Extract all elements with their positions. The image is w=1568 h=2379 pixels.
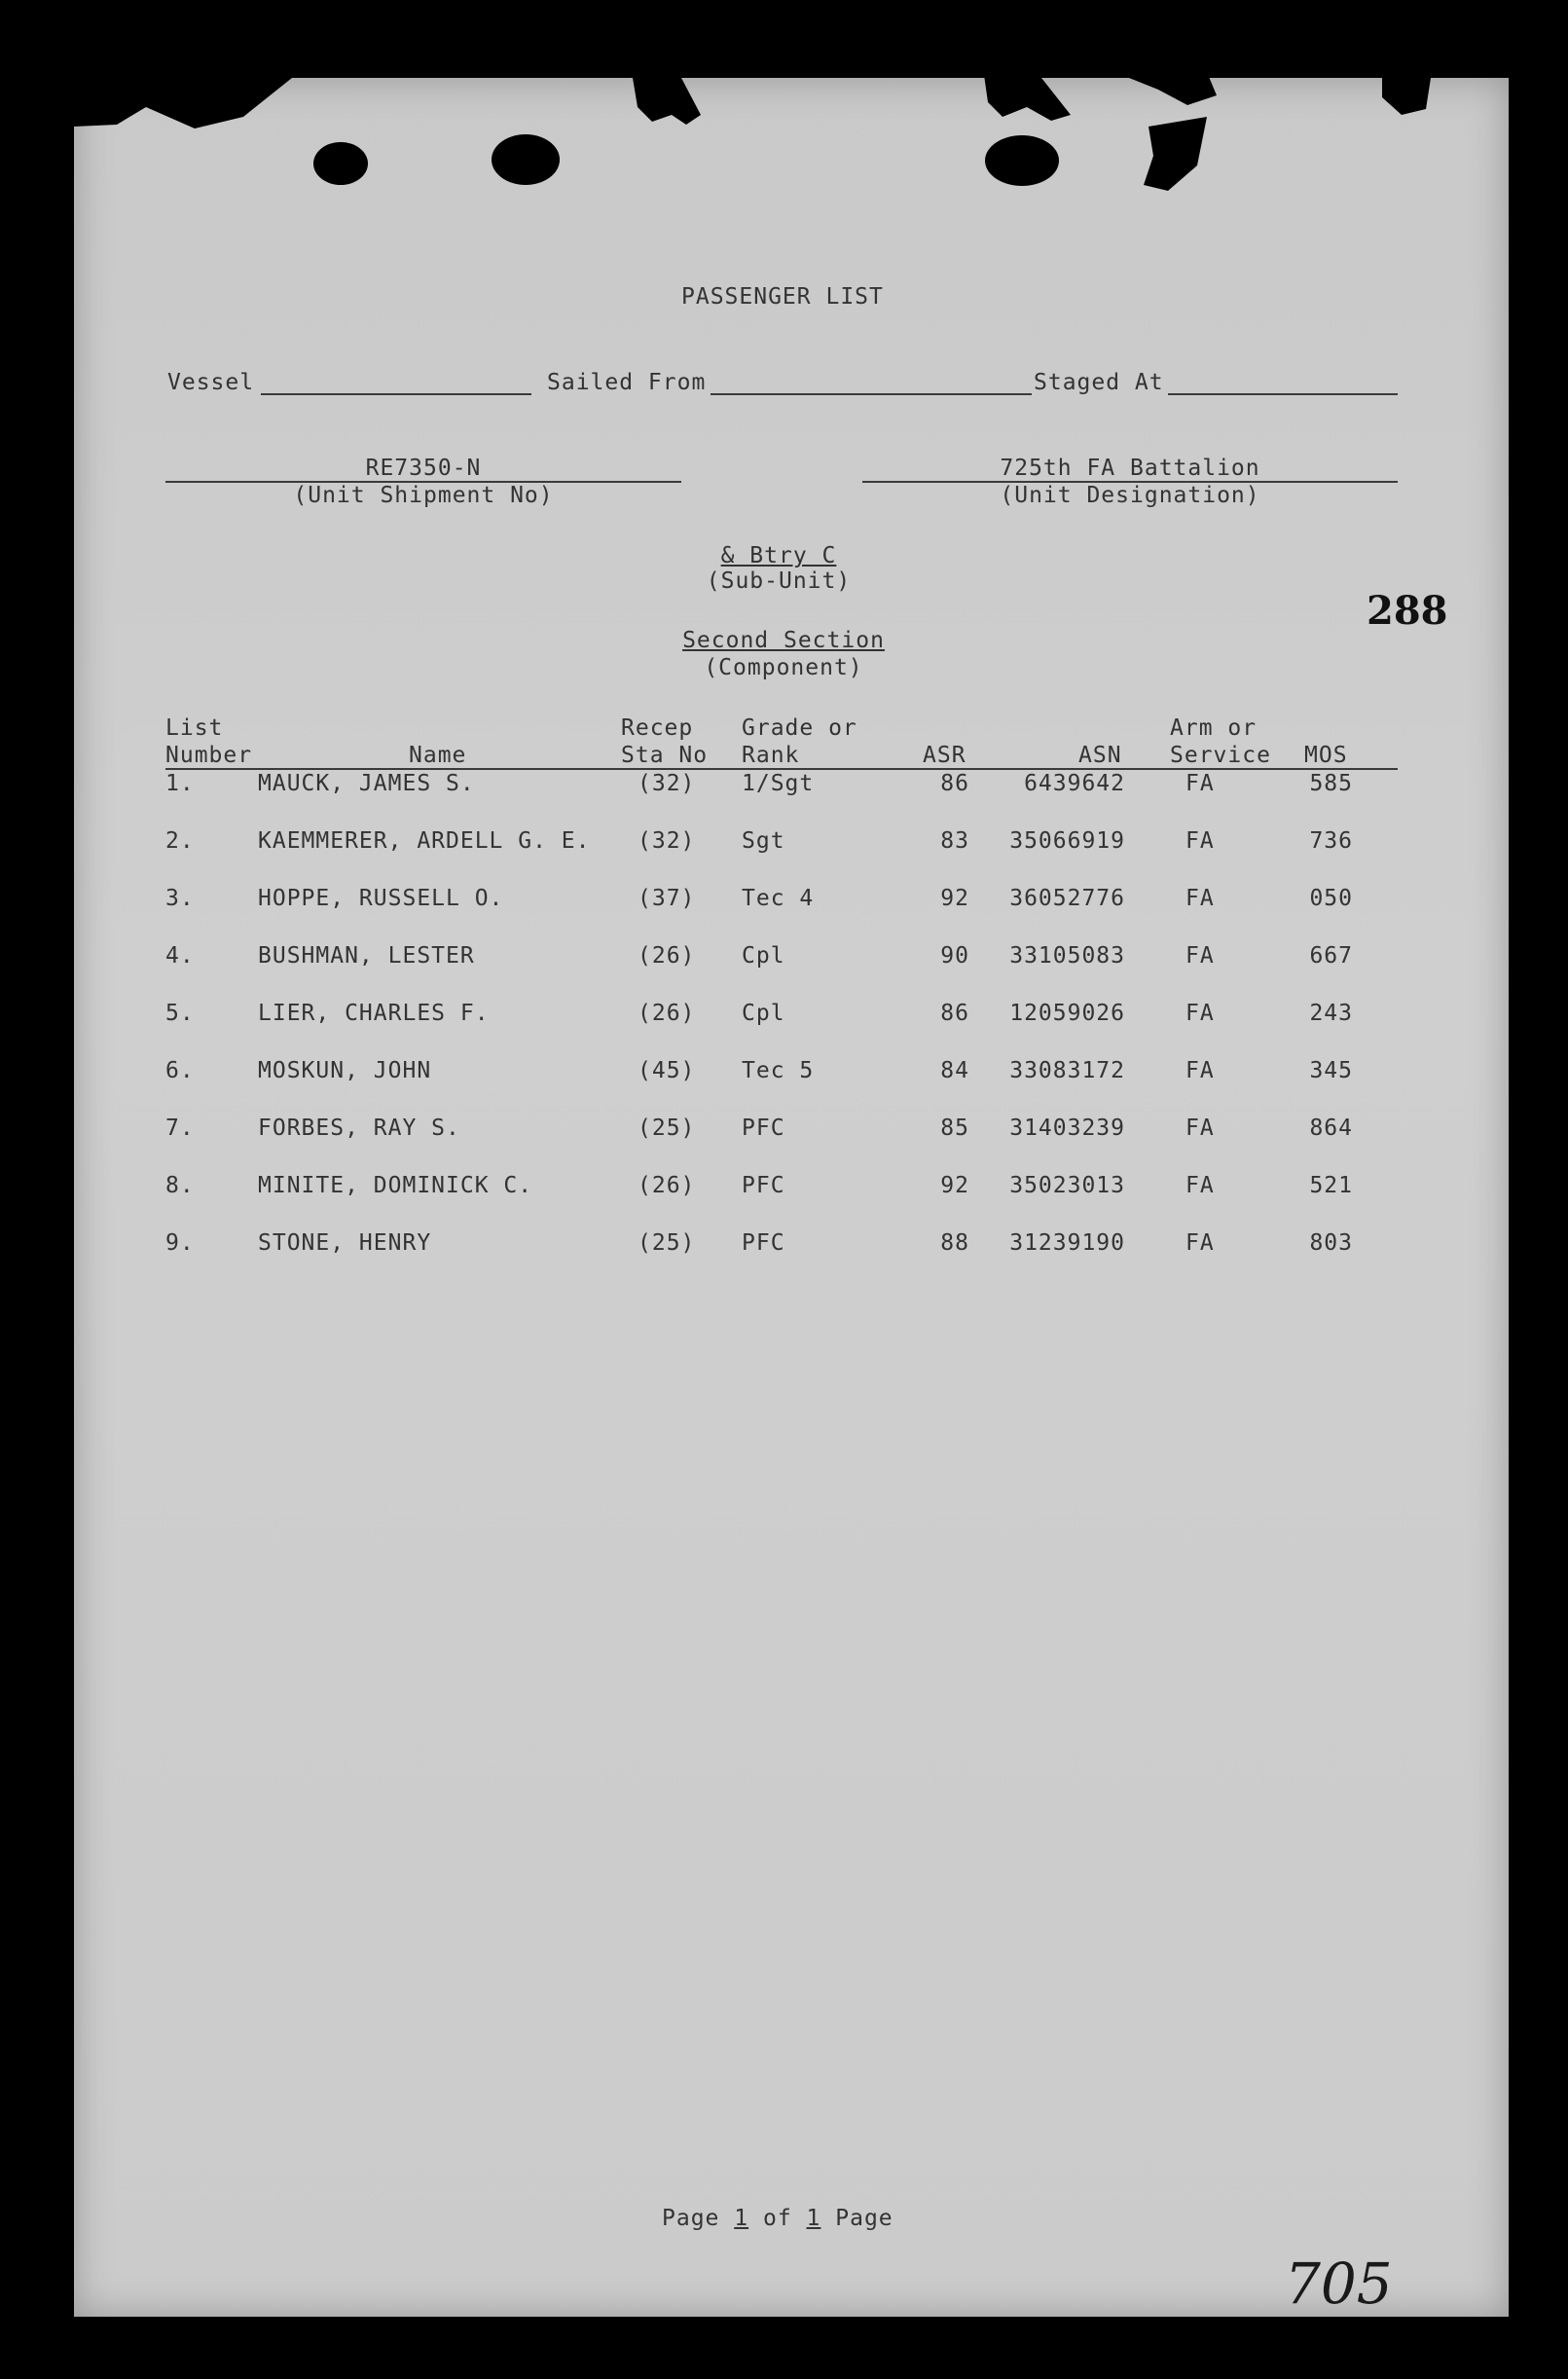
col-sta-no: Sta No [621, 743, 709, 768]
cell-asn: 12059026 [1009, 1001, 1125, 1026]
cell-grade: PFC [742, 1173, 785, 1198]
cell-num: 6. [165, 1058, 195, 1083]
cell-grade: Cpl [742, 1001, 785, 1026]
cell-grade: PFC [742, 1116, 785, 1141]
page-total: 1 [806, 2206, 821, 2231]
sub-unit-value: & Btry C [720, 543, 837, 568]
cell-arm: FA [1185, 771, 1215, 796]
sailed-from-label: Sailed From [547, 370, 707, 395]
cell-mos: 864 [1309, 1116, 1353, 1141]
cell-asn: 36052776 [1009, 886, 1125, 911]
sailed-from-field [711, 393, 1032, 395]
cell-grade: PFC [742, 1230, 785, 1256]
cell-name: MOSKUN, JOHN [258, 1058, 432, 1083]
stamp-number: 288 [1367, 588, 1448, 634]
cell-num: 5. [165, 1001, 195, 1026]
cell-sta: (25) [638, 1230, 696, 1256]
staged-at-field [1168, 393, 1398, 395]
form-title: PASSENGER LIST [681, 284, 884, 310]
cell-name: KAEMMERER, ARDELL G. E. [258, 828, 591, 854]
handwritten-note: 705 [1285, 2251, 1393, 2317]
cell-arm: FA [1185, 1058, 1215, 1083]
cell-sta: (37) [638, 886, 696, 911]
cell-name: FORBES, RAY S. [258, 1116, 460, 1141]
col-list: List [165, 715, 224, 741]
unit-designation-label: (Unit Designation) [1000, 483, 1260, 508]
cell-asn: 6439642 [1024, 771, 1125, 796]
component-value: Second Section [682, 628, 885, 653]
torn-edge-punch-holes [0, 0, 1568, 195]
cell-asr: 88 [940, 1230, 969, 1256]
cell-asr: 90 [940, 943, 969, 969]
cell-sta: (45) [638, 1058, 696, 1083]
cell-grade: 1/Sgt [742, 771, 815, 796]
cell-name: MAUCK, JAMES S. [258, 771, 475, 796]
cell-name: MINITE, DOMINICK C. [258, 1173, 533, 1198]
cell-asr: 84 [940, 1058, 969, 1083]
cell-num: 4. [165, 943, 195, 969]
col-mos: MOS [1304, 743, 1348, 768]
cell-asn: 31403239 [1009, 1116, 1125, 1141]
cell-arm: FA [1185, 1116, 1215, 1141]
cell-grade: Tec 5 [742, 1058, 815, 1083]
cell-num: 1. [165, 771, 195, 796]
cell-asr: 92 [940, 886, 969, 911]
cell-mos: 050 [1309, 886, 1353, 911]
cell-asn: 33083172 [1009, 1058, 1125, 1083]
cell-mos: 243 [1309, 1001, 1353, 1026]
col-asr: ASR [923, 743, 966, 768]
cell-num: 8. [165, 1173, 195, 1198]
cell-name: HOPPE, RUSSELL O. [258, 886, 504, 911]
cell-sta: (26) [638, 943, 696, 969]
cell-asr: 83 [940, 828, 969, 854]
cell-mos: 345 [1309, 1058, 1353, 1083]
cell-asn: 31239190 [1009, 1230, 1125, 1256]
cell-arm: FA [1185, 886, 1215, 911]
col-recep: Recep [621, 715, 694, 741]
cell-asr: 86 [940, 1001, 969, 1026]
cell-asn: 35066919 [1009, 828, 1125, 854]
col-arm: Arm or [1170, 715, 1258, 741]
col-number: Number [165, 743, 253, 768]
cell-name: LIER, CHARLES F. [258, 1001, 490, 1026]
component-label: (Component) [704, 655, 863, 680]
cell-num: 7. [165, 1116, 195, 1141]
col-rank: Rank [742, 743, 800, 768]
cell-asn: 33105083 [1009, 943, 1125, 969]
cell-sta: (26) [638, 1173, 696, 1198]
col-service: Service [1170, 743, 1271, 768]
vessel-label: Vessel [167, 370, 255, 395]
cell-mos: 736 [1309, 828, 1353, 854]
cell-asr: 92 [940, 1173, 969, 1198]
col-grade: Grade or [742, 715, 857, 741]
page-footer [662, 2206, 893, 2231]
cell-arm: FA [1185, 943, 1215, 969]
cell-name: BUSHMAN, LESTER [258, 943, 475, 969]
cell-sta: (32) [638, 828, 696, 854]
page-prefix: Page [662, 2206, 720, 2231]
page-suffix: Page [835, 2206, 893, 2231]
page-of: of [762, 2206, 792, 2231]
col-asn: ASN [1078, 743, 1122, 768]
cell-asr: 85 [940, 1116, 969, 1141]
cell-arm: FA [1185, 1173, 1215, 1198]
cell-num: 9. [165, 1230, 195, 1256]
cell-grade: Sgt [742, 828, 785, 854]
page-number: 1 [734, 2206, 749, 2231]
unit-shipment-value: RE7350-N [365, 456, 482, 481]
unit-shipment-label: (Unit Shipment No) [293, 483, 554, 508]
cell-num: 3. [165, 886, 195, 911]
cell-mos: 585 [1309, 771, 1353, 796]
cell-name: STONE, HENRY [258, 1230, 432, 1256]
staged-at-label: Staged At [1034, 370, 1164, 395]
cell-asr: 86 [940, 771, 969, 796]
cell-mos: 521 [1309, 1173, 1353, 1198]
cell-arm: FA [1185, 1230, 1215, 1256]
cell-mos: 803 [1309, 1230, 1353, 1256]
cell-arm: FA [1185, 1001, 1215, 1026]
cell-grade: Tec 4 [742, 886, 815, 911]
cell-grade: Cpl [742, 943, 785, 969]
cell-sta: (32) [638, 771, 696, 796]
vessel-field [261, 393, 531, 395]
cell-asn: 35023013 [1009, 1173, 1125, 1198]
header-rule [165, 768, 1398, 770]
cell-arm: FA [1185, 828, 1215, 854]
cell-sta: (25) [638, 1116, 696, 1141]
cell-sta: (26) [638, 1001, 696, 1026]
col-name: Name [409, 743, 467, 768]
sub-unit-label: (Sub-Unit) [706, 568, 852, 594]
cell-num: 2. [165, 828, 195, 854]
unit-designation-value: 725th FA Battalion [1000, 456, 1260, 481]
cell-mos: 667 [1309, 943, 1353, 969]
